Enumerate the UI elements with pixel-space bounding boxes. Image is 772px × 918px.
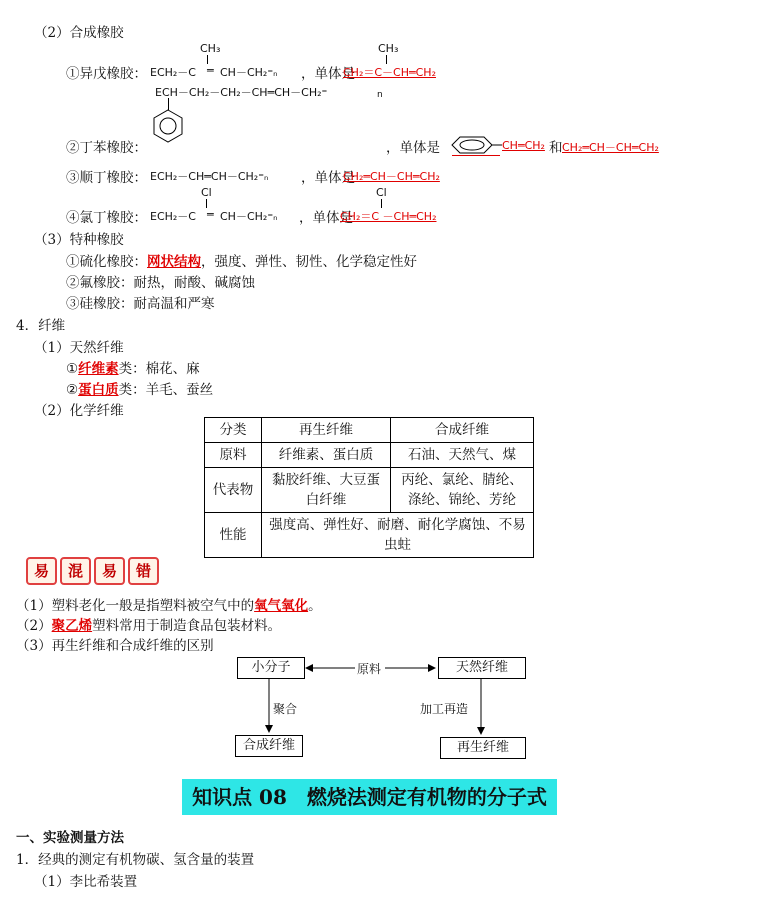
pitfall-text: （1）塑料老化一般是指塑料被空气中的 xyxy=(16,598,255,614)
pitfall-text: （2） xyxy=(16,618,52,634)
table-cell: 原料 xyxy=(205,443,262,468)
liebig-heading: （1）李比希装置 xyxy=(34,874,138,890)
device-paragraph: 1．经典的测定有机物碳、氢含量的装置 xyxy=(16,852,255,868)
styrene-monomer: CH═CH₂ xyxy=(502,139,545,152)
protein-line: ②蛋白质类：羊毛、蚕丝 xyxy=(66,382,214,398)
table-cell: 性能 xyxy=(205,513,262,558)
experiment-heading: 一、实验测量方法 xyxy=(16,830,124,846)
cellulose-rest: 类：棉花、麻 xyxy=(118,361,200,377)
isoprene-monomer: CH₂＝C－CH═CH₂ xyxy=(343,66,436,79)
silicone-rubber-line: ③硅橡胶：耐高温和严寒 xyxy=(66,296,215,312)
chloroprene-polymer-b: CH－CH₂⁼ₙ xyxy=(220,210,278,223)
natural-fiber-heading: （1）天然纤维 xyxy=(34,340,124,356)
chloroprene-monomer-cl: Cl xyxy=(376,186,387,199)
regenerated-fiber-box: 再生纤维 xyxy=(440,737,526,759)
table-cell: 石油、天然气、煤 xyxy=(391,443,534,468)
raw-material-label: 原料 xyxy=(357,662,382,676)
fluoro-rubber-line: ②氟橡胶：耐热，耐酸、碱腐蚀 xyxy=(66,275,255,291)
pitfall-badge: 错 xyxy=(128,557,159,585)
chloroprene-monomer: CH₂＝C －CH═CH₂ xyxy=(340,210,437,223)
table-cell: 强度高、弹性好、耐磨、耐化学腐蚀、不易虫蛀 xyxy=(262,513,534,558)
isoprene-monomer-methyl: CH₃ xyxy=(378,42,399,55)
section-banner: 知识点 08 燃烧法测定有机物的分子式 xyxy=(182,779,557,815)
oxygen-oxidation-answer: 氧气氧化 xyxy=(254,598,309,614)
monomer-intro: ，单体是 xyxy=(299,210,353,226)
table-cell: 代表物 xyxy=(205,468,262,513)
protein-rest: 类：羊毛、蚕丝 xyxy=(118,382,214,398)
chloroprene-cl: Cl xyxy=(201,186,212,199)
pitfall-badge: 易 xyxy=(94,557,125,585)
table-cell: 黏胶纤维、大豆蛋白纤维 xyxy=(262,468,391,513)
cis-rubber-label: ③顺丁橡胶： xyxy=(66,170,147,186)
pitfall-item-3: （3）再生纤维和合成纤维的区别 xyxy=(16,638,214,654)
butadiene-monomer: CH₂═CH－CH═CH₂ xyxy=(562,141,659,154)
polymerize-label: 聚合 xyxy=(273,702,298,716)
natural-fiber-box: 天然纤维 xyxy=(438,657,526,679)
monomer-intro: ，单体是 xyxy=(301,170,355,186)
isoprene-rubber-label: ①异戊橡胶： xyxy=(66,66,147,82)
isoprene-methyl: CH₃ xyxy=(200,42,221,55)
and-text: 和 xyxy=(549,140,563,156)
double-bond: ═ xyxy=(207,64,214,77)
polyethylene-answer: 聚乙烯 xyxy=(51,618,93,634)
vulcanized-rest: ，强度、弹性、韧性、化学稳定性好 xyxy=(201,254,417,270)
double-bond: ═ xyxy=(207,208,214,221)
monomer-intro: ，单体是 xyxy=(386,140,440,156)
sbr-chain: ECH－CH₂－CH₂－CH═CH－CH₂⁼ xyxy=(155,86,328,99)
table-header-cell: 再生纤维 xyxy=(262,418,391,443)
monomer-intro: ，单体是 xyxy=(301,66,355,82)
small-molecule-box: 小分子 xyxy=(237,657,305,679)
table-cell: 丙纶、氯纶、腈纶、涤纶、锦纶、芳纶 xyxy=(391,468,534,513)
isoprene-polymer-b: CH－CH₂⁼ₙ xyxy=(220,66,278,79)
pitfall-text: 。 xyxy=(308,598,322,614)
table-header-cell: 分类 xyxy=(205,418,262,443)
pitfall-text: 塑料常用于制造食品包装材料。 xyxy=(92,618,282,634)
table-cell: 纤维素、蛋白质 xyxy=(262,443,391,468)
sbr-rubber-label: ②丁苯橡胶： xyxy=(66,140,147,156)
table-header-cell: 合成纤维 xyxy=(391,418,534,443)
chloroprene-rubber-label: ④氯丁橡胶： xyxy=(66,210,147,226)
network-structure-answer: 网状结构 xyxy=(147,254,201,270)
chloroprene-polymer-a: ECH₂－C xyxy=(150,210,196,223)
chemical-fiber-heading: （2）化学纤维 xyxy=(34,403,124,419)
pitfall-badge: 混 xyxy=(60,557,91,585)
cis-polymer: ECH₂－CH═CH－CH₂⁼ₙ xyxy=(150,170,269,183)
cellulose-line: ①纤维素类：棉花、麻 xyxy=(66,361,200,377)
reprocess-label: 加工再造 xyxy=(420,702,469,716)
pitfall-badge: 易 xyxy=(26,557,57,585)
vulcanized-label: ①硫化橡胶： xyxy=(66,254,147,270)
sbr-subscript: n xyxy=(377,90,383,100)
cellulose-answer: 纤维素 xyxy=(78,361,119,377)
isoprene-polymer-a: ECH₂－C xyxy=(150,66,196,79)
cis-monomer: CH₂═CH－CH═CH₂ xyxy=(343,170,440,183)
protein-answer: 蛋白质 xyxy=(78,382,119,398)
synthetic-rubber-heading: （2）合成橡胶 xyxy=(34,25,124,41)
special-rubber-heading: （3）特种橡胶 xyxy=(34,232,124,248)
synthetic-fiber-box: 合成纤维 xyxy=(235,735,303,757)
fiber-heading: 4．纤维 xyxy=(16,318,66,334)
